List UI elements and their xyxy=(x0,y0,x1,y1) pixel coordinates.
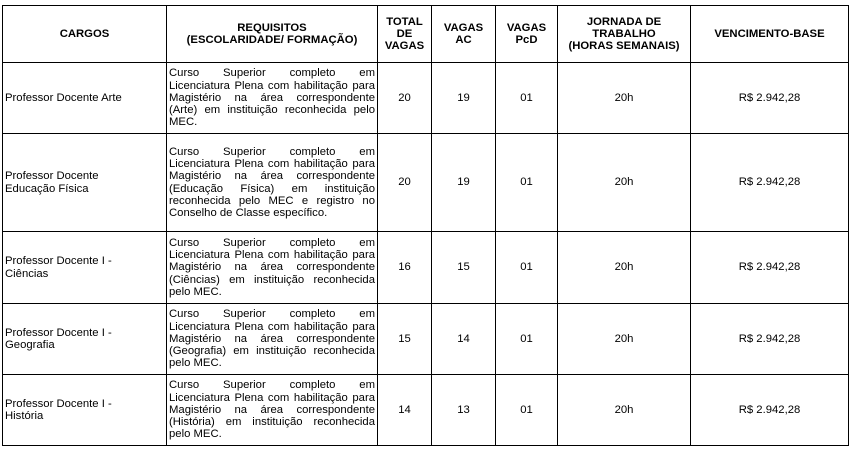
vencimento-cell: R$ 2.942,28 xyxy=(691,375,849,446)
vencimento-cell: R$ 2.942,28 xyxy=(691,134,849,232)
vencimento-cell: R$ 2.942,28 xyxy=(691,304,849,375)
requisitos-cell: Curso Superior completo em Licenciatura Plena com habilitação para Magistério na área correspondente (Ciências) em instituição reconhecida pelo MEC. xyxy=(167,232,378,304)
jornada-cell: 20h xyxy=(558,134,691,232)
cargo-cell: Professor Docente I - Geografia xyxy=(3,304,167,375)
table-row xyxy=(3,63,849,134)
vagas-pcd-cell: 01 xyxy=(496,304,558,375)
header-cargos: CARGOS xyxy=(3,6,167,63)
vagas-pcd-cell: 01 xyxy=(496,134,558,232)
vagas-pcd-cell: 01 xyxy=(496,375,558,446)
total-vagas-cell: 14 xyxy=(378,375,432,446)
cargo-cell: Professor Docente Arte xyxy=(3,63,167,134)
vagas-ac-cell: 19 xyxy=(432,134,496,232)
total-vagas-cell: 20 xyxy=(378,134,432,232)
header-requisitos: REQUISITOS (ESCOLARIDADE/ FORMAÇÃO) xyxy=(167,6,378,63)
table-row xyxy=(3,134,849,232)
vencimento-cell: R$ 2.942,28 xyxy=(691,63,849,134)
requisitos-cell: Curso Superior completo em Licenciatura Plena com habilitação para Magistério na área correspondente (História) em instituição reconhecida pelo MEC. xyxy=(167,375,378,446)
cargo-cell: Professor Docente I - Ciências xyxy=(3,232,167,304)
vagas-ac-cell: 13 xyxy=(432,375,496,446)
cargo-cell: Professor Docente I - História xyxy=(3,375,167,446)
vagas-ac-cell: 19 xyxy=(432,63,496,134)
total-vagas-cell: 20 xyxy=(378,63,432,134)
header-vagas-ac: VAGAS AC xyxy=(432,6,496,63)
table-row xyxy=(3,304,849,375)
table-row xyxy=(3,232,849,304)
jornada-cell: 20h xyxy=(558,304,691,375)
vagas-pcd-cell: 01 xyxy=(496,232,558,304)
cargo-cell: Professor Docente Educação Física xyxy=(3,134,167,232)
jornada-cell: 20h xyxy=(558,63,691,134)
total-vagas-cell: 16 xyxy=(378,232,432,304)
jornada-cell: 20h xyxy=(558,375,691,446)
vencimento-cell: R$ 2.942,28 xyxy=(691,232,849,304)
header-row xyxy=(3,6,849,63)
vagas-pcd-cell: 01 xyxy=(496,63,558,134)
header-total-vagas: TOTAL DE VAGAS xyxy=(378,6,432,63)
header-vencimento: VENCIMENTO-BASE xyxy=(691,6,849,63)
requisitos-cell: Curso Superior completo em Licenciatura Plena com habilitação para Magistério na área correspondente (Arte) em instituição reconhecida pelo MEC. xyxy=(167,63,378,134)
header-vagas-pcd: VAGAS PcD xyxy=(496,6,558,63)
vagas-ac-cell: 14 xyxy=(432,304,496,375)
jornada-cell: 20h xyxy=(558,232,691,304)
requisitos-cell: Curso Superior completo em Licenciatura Plena com habilitação para Magistério na área correspondente (Educação Física) em instituição reconhecida pelo MEC e registro no Conselho de Classe específico. xyxy=(167,134,378,232)
vagas-ac-cell: 15 xyxy=(432,232,496,304)
vagas-table xyxy=(2,5,849,446)
header-jornada: JORNADA DE TRABALHO (HORAS SEMANAIS) xyxy=(558,6,691,63)
total-vagas-cell: 15 xyxy=(378,304,432,375)
table-row xyxy=(3,375,849,446)
requisitos-cell: Curso Superior completo em Licenciatura Plena com habilitação para Magistério na área correspondente (Geografia) em instituição reconhecida pelo MEC. xyxy=(167,304,378,375)
